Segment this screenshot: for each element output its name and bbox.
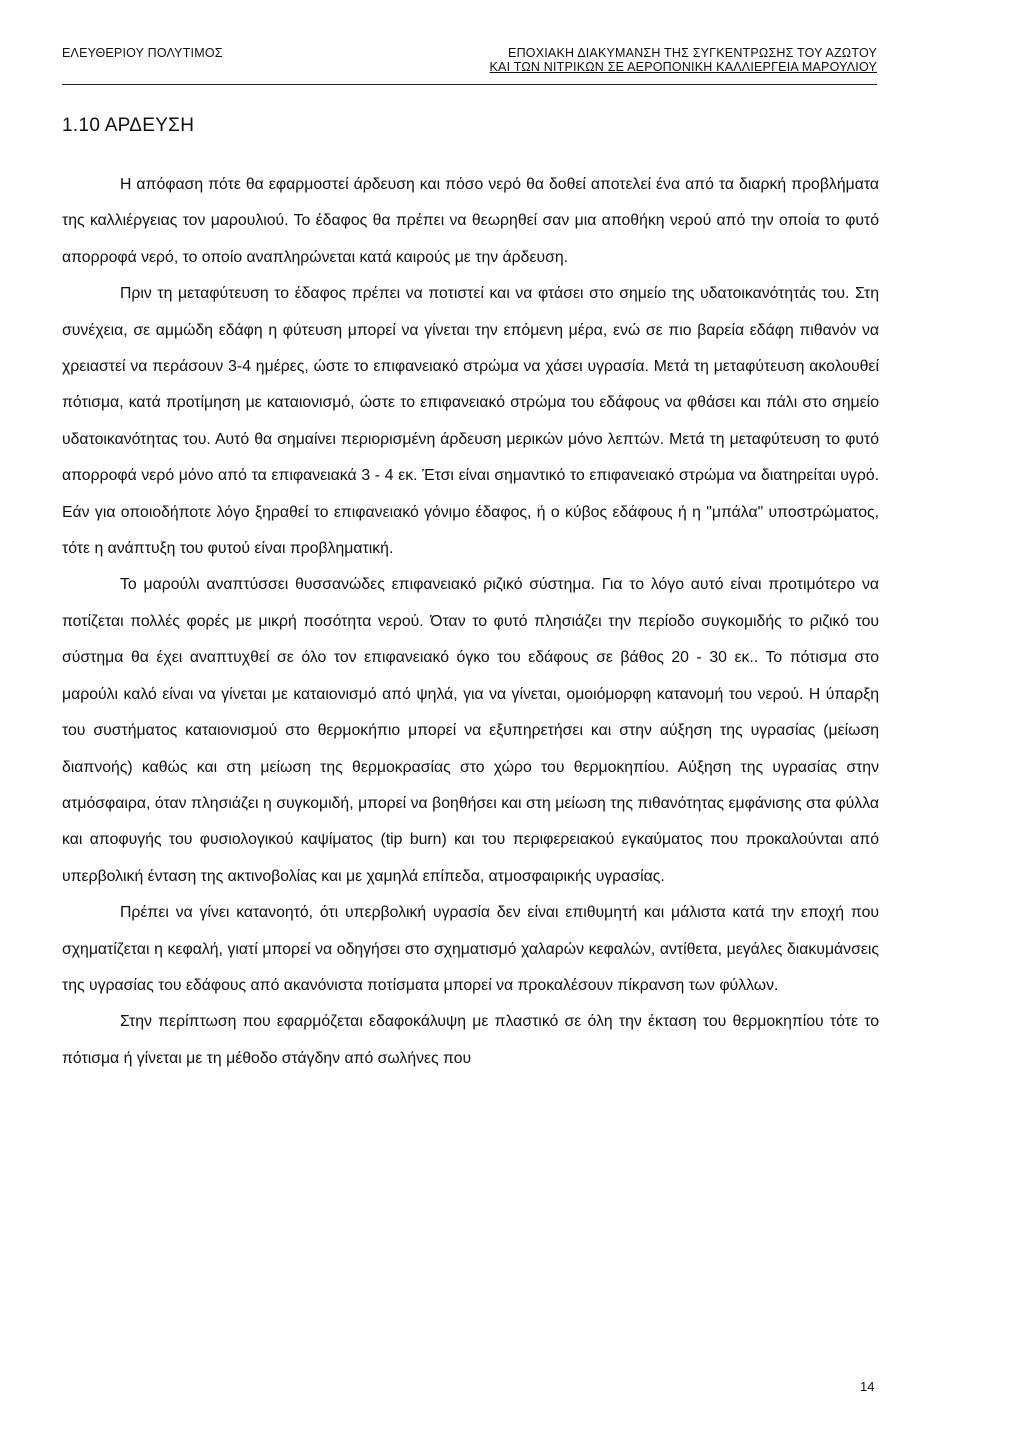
header-title-line-2: ΚΑΙ ΤΩΝ ΝΙΤΡΙΚΩΝ ΣΕ ΑΕΡΟΠΟΝΙΚΗ ΚΑΛΛΙΕΡΓΕΙΑ ΜΑΡΟΥΛΙΟΥ — [489, 60, 877, 74]
section-title: 1.10 ΑΡΔΕΥΣΗ — [62, 115, 195, 136]
header-author: ΕΛΕΥΘΕΡΙΟΥ ΠΟΛΥΤΙΜΟΣ — [62, 46, 223, 60]
paragraph-3: Το μαρούλι αναπτύσσει θυσσανώδες επιφανειακό ριζικό σύστημα. Για το λόγο αυτό είναι προτιμότερο να ποτίζεται πολλές φορές με μικρή ποσότητα νερού. Όταν το φυτό πλησιάζει την περίοδο συγκομιδής το ριζικό του σύστημα θα έχει αναπτυχθεί σε όλο τον επιφανειακό όγκο του εδάφους σε βάθος 20 - 30 εκ.. Το πότισμα στο μαρούλι καλό είναι να γίνεται με καταιονισμό από ψηλά, για να γίνεται, ομοιόμορφη κατανομή του νερού. Η ύπαρξη του συστήματος καταιονισμού στο θερμοκήπιο μπορεί να εξυπηρετήσει και στην αύξηση της υγρασίας (μείωση διαπνοής) καθώς και στη μείωση της θερμοκρασίας στο χώρο του θερμοκηπίου. Αύξηση της υγρασίας στην ατμόσφαιρα, όταν πλησιάζει η συγκομιδή, μπορεί να βοηθήσει και στη μείωση της πιθανότητας εμφάνισης στα φύλλα και αποφυγής του φυσιολογικού καψίματος (tip burn) και του περιφερειακού εγκαύματος που προκαλούνται από υπερβολική ένταση της ακτινοβολίας και με χαμηλά επίπεδα, ατμοσφαιρικής υγρασίας. — [62, 576, 879, 885]
page-header — [62, 46, 877, 86]
body-text — [62, 167, 879, 1077]
header-document-title — [490, 46, 877, 74]
page-number: 14 — [860, 1379, 875, 1394]
paragraph-5: Στην περίπτωση που εφαρμόζεται εδαφοκάλυψη με πλαστικό σε όλη την έκταση του θερμοκηπίου τότε το πότισμα ή γίνεται με τη μέθοδο στάγδην από σωλήνες που — [62, 1013, 879, 1067]
header-divider — [62, 84, 877, 85]
paragraph-4: Πρέπει να γίνει κατανοητό, ότι υπερβολική υγρασία δεν είναι επιθυμητή και μάλιστα κατά την εποχή που σχηματίζεται η κεφαλή, γιατί μπορεί να οδηγήσει στο σχηματισμό χαλαρών κεφαλών, αντίθετα, μεγάλες διακυμάνσεις της υγρασίας του εδάφους από ακανόνιστα ποτίσματα μπορεί να προκαλέσουν πίκρανση των φύλλων. — [62, 904, 879, 994]
paragraph-1: Η απόφαση πότε θα εφαρμοστεί άρδευση και πόσο νερό θα δοθεί αποτελεί ένα από τα διαρκή προβλήματα της καλλιέργειας τον μαρουλιού. Το έδαφος θα πρέπει να θεωρηθεί σαν μια αποθήκη νερού από την οποία το φυτό απορροφά νερό, το οποίο αναπληρώνεται κατά καιρούς με την άρδευση. — [62, 176, 879, 266]
paragraph-2: Πριν τη μεταφύτευση το έδαφος πρέπει να ποτιστεί και να φτάσει στο σημείο της υδατοικανότητάς του. Στη συνέχεια, σε αμμώδη εδάφη η φύτευση μπορεί να γίνεται την επόμενη μέρα, ενώ σε πιο βαρεία εδάφη πιθανόν να χρειαστεί να περάσουν 3-4 ημέρες, ώστε το επιφανειακό στρώμα να χάσει υγρασία. Μετά τη μεταφύτευση ακολουθεί πότισμα, κατά προτίμηση με καταιονισμό, ώστε το επιφανειακό στρώμα του εδάφους να φθάσει και πάλι στο σημείο υδατοικανότητας του. Αυτό θα σημαίνει περιορισμένη άρδευση μερικών μόνο λεπτών. Μετά τη μεταφύτευση το φυτό απορροφά νερό μόνο από τα επιφανειακά 3 - 4 εκ. Έτσι είναι σημαντικό το επιφανειακό στρώμα να διατηρείται υγρό. Εάν για οποιοδήποτε λόγο ξηραθεί το επιφανειακό γόνιμο έδαφος, ή ο κύβος εδάφους ή η "μπάλα" υποστρώματος, τότε η ανάπτυξη του φυτού είναι προβληματική. — [62, 285, 879, 558]
header-title-line-1: ΕΠΟΧΙΑΚΗ ΔΙΑΚΥΜΑΝΣΗ ΤΗΣ ΣΥΓΚΕΝΤΡΩΣΗΣ ΤΟΥ ΑΖΩΤΟΥ — [508, 46, 877, 60]
